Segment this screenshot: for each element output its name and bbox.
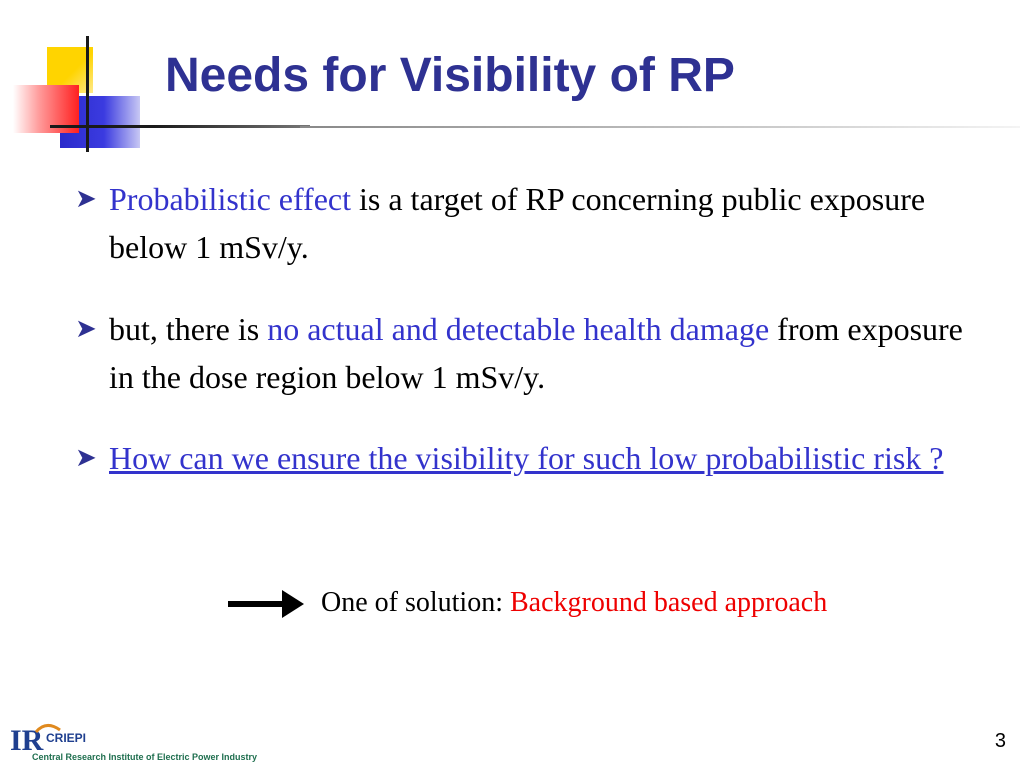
- bullet-3: [75, 434, 995, 482]
- bullet-3-link[interactable]: How can we ensure the visibility for such low probabilistic risk ?: [109, 440, 944, 476]
- right-arrow-icon: [228, 584, 304, 624]
- solution-text: [321, 587, 827, 619]
- bullet-arrow-icon: ➤: [75, 443, 97, 472]
- logo-name: CRIEPI: [46, 731, 87, 745]
- logo-graphic: [8, 722, 258, 764]
- slide-title: Needs for Visibility of RP: [165, 49, 735, 102]
- bullet-2-before: but, there is: [109, 311, 268, 347]
- solution-prefix: One of solution:: [321, 587, 510, 618]
- logo-caption: Central Research Institute of Electric Power Industry: [32, 752, 258, 762]
- bullet-2: [75, 305, 995, 401]
- bullet-1: [75, 175, 995, 271]
- page-number: 3: [994, 730, 1006, 752]
- criepi-logo: [8, 722, 258, 764]
- logo-mark: IR: [10, 724, 44, 757]
- bullet-2-text: [109, 305, 995, 401]
- bullet-1-text: [109, 175, 995, 271]
- bullet-1-highlight: Probabilistic effect: [109, 181, 351, 217]
- bullet-3-text: [109, 434, 995, 482]
- bullet-1-body: is a target of RP concerning public exposure below 1 mSv/y.: [109, 181, 926, 265]
- solution-emphasis: Background based approach: [510, 587, 828, 618]
- bullet-arrow-icon: ➤: [75, 184, 97, 213]
- decor-vertical-line: [86, 36, 89, 152]
- bullet-2-after: from exposure in the dose region below 1 mSv/y.: [109, 311, 963, 395]
- bullet-arrow-icon: ➤: [75, 314, 97, 343]
- title-underline: [300, 126, 1020, 128]
- decor-horizontal-line: [50, 125, 310, 128]
- bullet-2-highlight: no actual and detectable health damage: [267, 311, 770, 347]
